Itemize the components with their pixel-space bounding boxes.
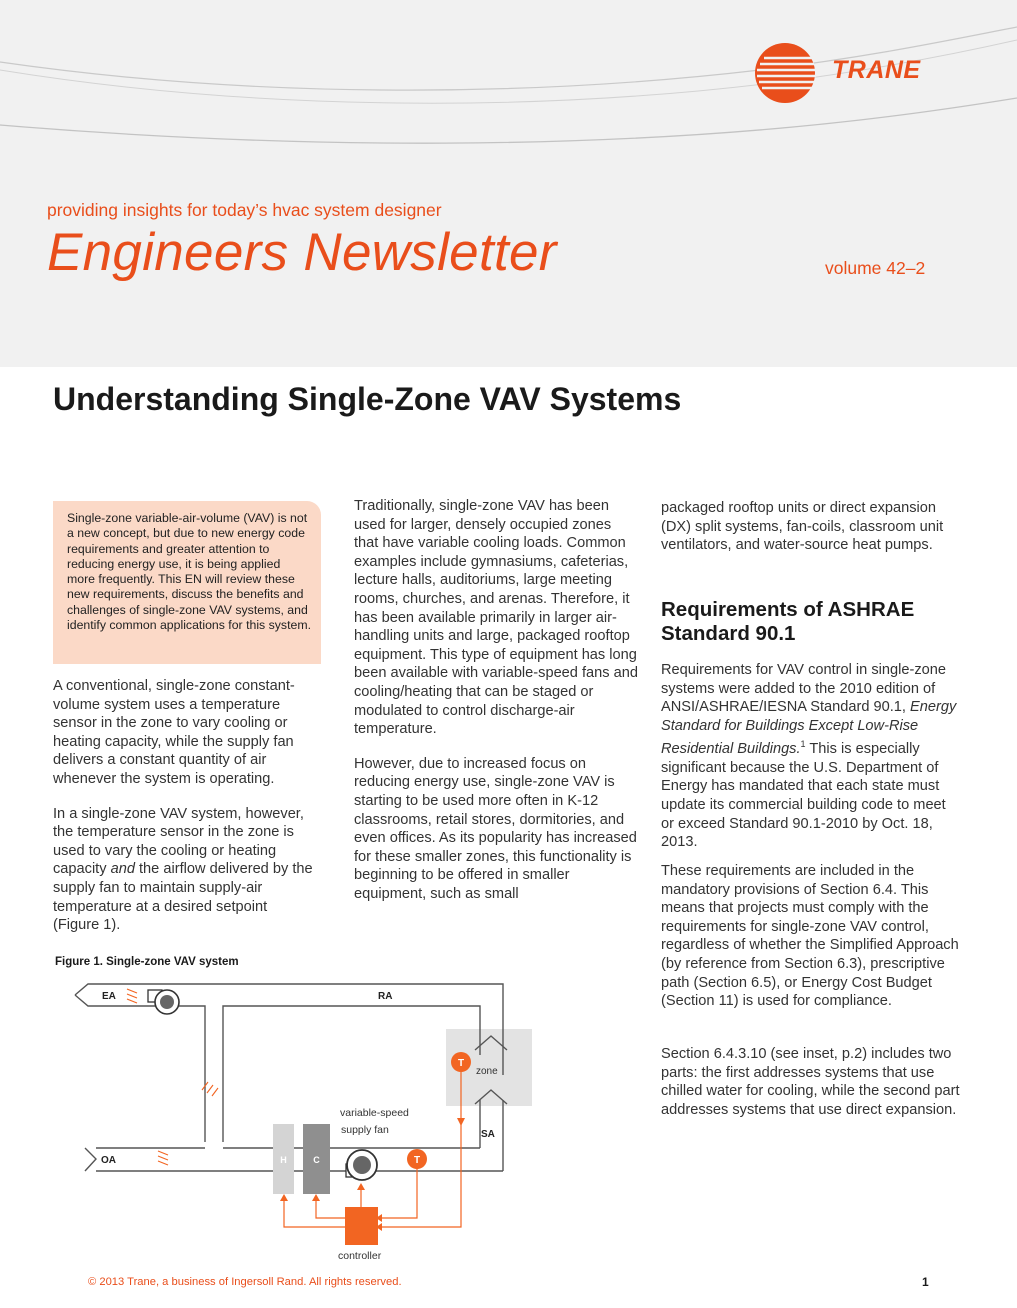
- oa-label: OA: [101, 1155, 116, 1166]
- emphasis: and: [110, 861, 135, 878]
- ra-label: RA: [378, 991, 393, 1002]
- text-run: the airflow delivered by the supply fan to maintain supply-air temperature at a desired setpoint (Figure 1).: [53, 861, 313, 934]
- ea-label: EA: [102, 991, 116, 1002]
- col3-paragraph-2: [661, 661, 961, 852]
- tagline: providing insights for today’s hvac system designer: [47, 200, 442, 220]
- zone-sensor-label: T: [457, 1058, 465, 1069]
- section-heading: Requirements of ASHRAE Standard 90.1: [661, 598, 915, 645]
- controller-box: [345, 1207, 378, 1245]
- col3-paragraph-4: Section 6.4.3.10 (see inset, p.2) includes two parts: the first addresses systems that use chilled water for cooling, while the second part addresses systems that use direct expansion.: [661, 1046, 960, 1118]
- newsletter-title: Engineers Newsletter: [47, 223, 557, 282]
- trane-wordmark: TRANE: [832, 56, 921, 84]
- sa-label: SA: [481, 1129, 495, 1140]
- heating-coil-label: H: [280, 1155, 287, 1165]
- volume-label: volume 42–2: [825, 258, 926, 278]
- outdoor-damper-icon: [158, 1151, 168, 1165]
- return-duct-outer: [75, 984, 503, 1075]
- header-banner: [0, 0, 1017, 367]
- intro-text: Single-zone variable-air-volume (VAV) is not a new concept, but due to new energy code requirements and greater attention to reducing energy use, it is being applied more frequently. This EN will review these new requirements, discuss the benefits and challenges of single-zone VAV systems, and identify common applications for this system.: [67, 511, 311, 633]
- text-run: This is especially significant because the U.S. Department of Energy has mandated that each state must update its commercial building code to meet or exceed Standard 90.1-2010 by Oct. 18, 2013.: [661, 741, 946, 851]
- emphasis: Energy Standard for Buildings Except Low-Rise Residential Buildings.: [661, 699, 957, 758]
- col1-paragraph-1: A conventional, single-zone constant-volume system uses a temperature sensor in the zone to vary cooling or heating capacity, while the supply fan delivers a constant quantity of air whenever the system is operating.: [53, 678, 295, 787]
- return-duct-inner-right: [223, 1006, 480, 1142]
- exhaust-damper-icon: [127, 989, 137, 1003]
- supply-fan-icon: [346, 1150, 377, 1180]
- figure-caption: Figure 1. Single-zone VAV system: [55, 956, 239, 968]
- oa-inlet-chevron: [85, 1148, 96, 1171]
- copyright: © 2013 Trane, a business of Ingersoll Rand. All rights reserved.: [88, 1276, 402, 1288]
- vav-system-diagram: [70, 972, 550, 1272]
- supply-sensor-label: T: [413, 1155, 421, 1166]
- col1-paragraph-2: [53, 805, 315, 935]
- intro-sidebar: [53, 501, 321, 664]
- col2-paragraph-2: However, due to increased focus on reducing energy use, single-zone VAV is starting to be used more often in K-12 classrooms, retail stores, dormitories, and even offices. As its popularity has increased for these smaller zones, this functionality is beginning to be offered in smaller equipment, such as small: [354, 755, 637, 902]
- cooling-coil-label: C: [313, 1155, 320, 1165]
- page-number: 1: [922, 1275, 929, 1289]
- col3-paragraph-3: These requirements are included in the mandatory provisions of Section 6.4. This means that projects must comply with the requirements for single-zone VAV control, regardless of whether the Simplified Approach (by reference from Section 6.3), prescriptive path (Section 6.5), or Energy Cost Budget (Section 11) is used for compliance.: [661, 863, 959, 1010]
- text-run: Requirements for VAV control in single-zone systems were added to the 2010 edition of ANSI/ASHRAE/IESNA Standard 90.1,: [661, 662, 946, 716]
- fan-label-line-2: supply fan: [341, 1124, 389, 1136]
- fan-label-line-1: variable-speed: [340, 1107, 409, 1119]
- column-1: [53, 677, 315, 951]
- return-duct-inner-left: [75, 995, 205, 1142]
- zone-label: zone: [476, 1066, 498, 1077]
- footnote-ref: 1: [800, 739, 806, 750]
- text-run: In a single-zone VAV system, however, the temperature sensor in the zone is used to vary the cooling or heating capacity: [53, 805, 304, 878]
- article-title: Understanding Single-Zone VAV Systems: [53, 381, 682, 417]
- controller-label: controller: [338, 1250, 382, 1262]
- column-2: [354, 497, 638, 919]
- col3-paragraph-1: packaged rooftop units or direct expansion (DX) split systems, fan-coils, classroom unit ventilators, and water-source heat pumps.: [661, 500, 944, 554]
- col2-paragraph-1: Traditionally, single-zone VAV has been used for larger, densely occupied zones that have variable cooling loads. Common examples include gymnasiums, cafeterias, lecture halls, auditoriums, large meeting rooms, churches, and arenas. Therefore, it has been available primarily in larger air-handling units and large, packaged rooftop equipment. This type of equipment has long been available with variable-speed fans and cooling/heating that can be staged or modulated to control discharge-air temperature.: [354, 498, 638, 738]
- exhaust-fan-icon: [148, 990, 179, 1014]
